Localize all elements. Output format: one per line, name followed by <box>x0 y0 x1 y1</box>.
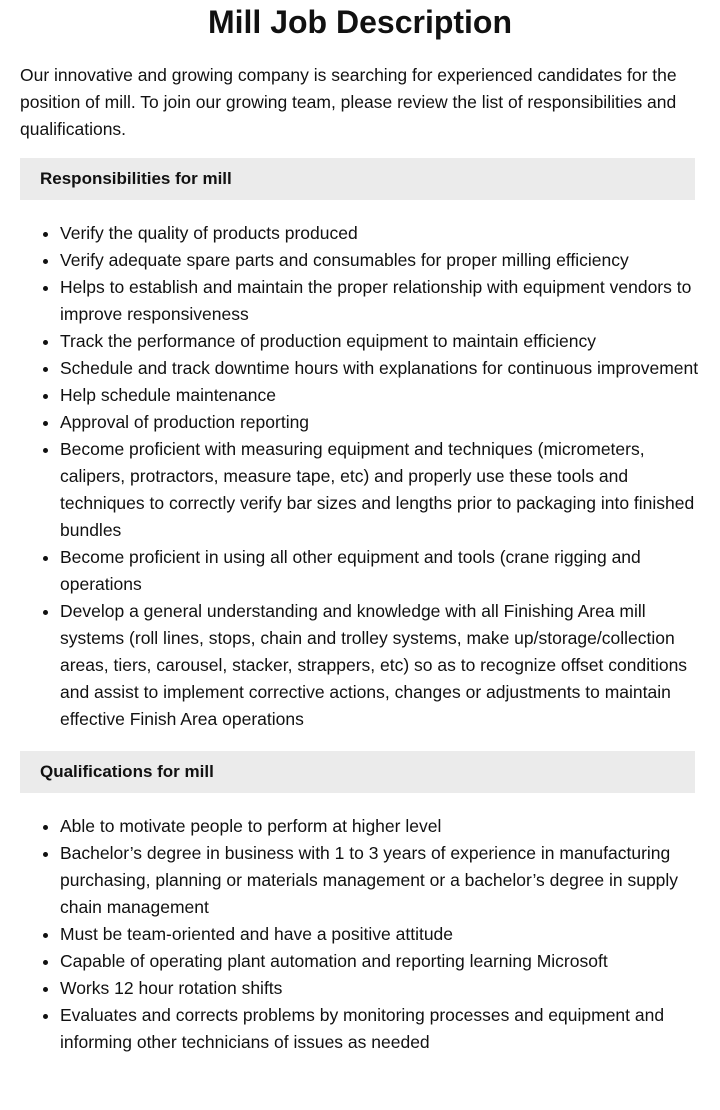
list-item: • Capable of operating plant automation and reporting learning Microsoft <box>60 948 700 975</box>
list-item: • Must be team-oriented and have a positive attitude <box>60 921 700 948</box>
qualifications-list <box>20 813 700 1056</box>
list-item: • Helps to establish and maintain the proper relationship with equipment vendors to improve responsiveness <box>60 274 700 328</box>
list-item: • Schedule and track downtime hours with explanations for continuous improvement <box>60 355 700 382</box>
list-item: • Approval of production reporting <box>60 409 700 436</box>
list-item: • Become proficient with measuring equipment and techniques (micrometers, calipers, protractors, measure tape, etc) and properly use these tools and techniques to correctly verify bar sizes and lengths prior to packaging into finished bundles <box>60 436 700 544</box>
list-item: • Bachelor’s degree in business with 1 to 3 years of experience in manufacturing purchasing, planning or materials management or a bachelor’s degree in supply chain management <box>60 840 700 921</box>
list-item: • Become proficient in using all other equipment and tools (crane rigging and operations <box>60 544 700 598</box>
qualifications-heading: Qualifications for mill <box>20 751 695 793</box>
list-item: • Verify the quality of products produced <box>60 220 700 247</box>
list-item: • Able to motivate people to perform at higher level <box>60 813 700 840</box>
list-item: • Evaluates and corrects problems by monitoring processes and equipment and informing other technicians of issues as needed <box>60 1002 700 1056</box>
page-title: Mill Job Description <box>207 4 513 40</box>
list-item: • Track the performance of production equipment to maintain efficiency <box>60 328 700 355</box>
intro-paragraph: Our innovative and growing company is searching for experienced candidates for the position of mill. To join our growing team, please review the list of responsibilities and qualifications. <box>20 65 677 139</box>
list-item: • Works 12 hour rotation shifts <box>60 975 700 1002</box>
list-item: • Help schedule maintenance <box>60 382 700 409</box>
list-item: • Verify adequate spare parts and consumables for proper milling efficiency <box>60 247 700 274</box>
responsibilities-heading: Responsibilities for mill <box>20 158 695 200</box>
responsibilities-list <box>20 220 700 733</box>
list-item: • Develop a general understanding and knowledge with all Finishing Area mill systems (roll lines, stops, chain and trolley systems, make up/storage/collection areas, tiers, carousel, stacker, strappers, etc) so as to recognize offset conditions and assist to implement corrective actions, changes or adjustments to maintain effective Finish Area operations <box>60 598 700 733</box>
